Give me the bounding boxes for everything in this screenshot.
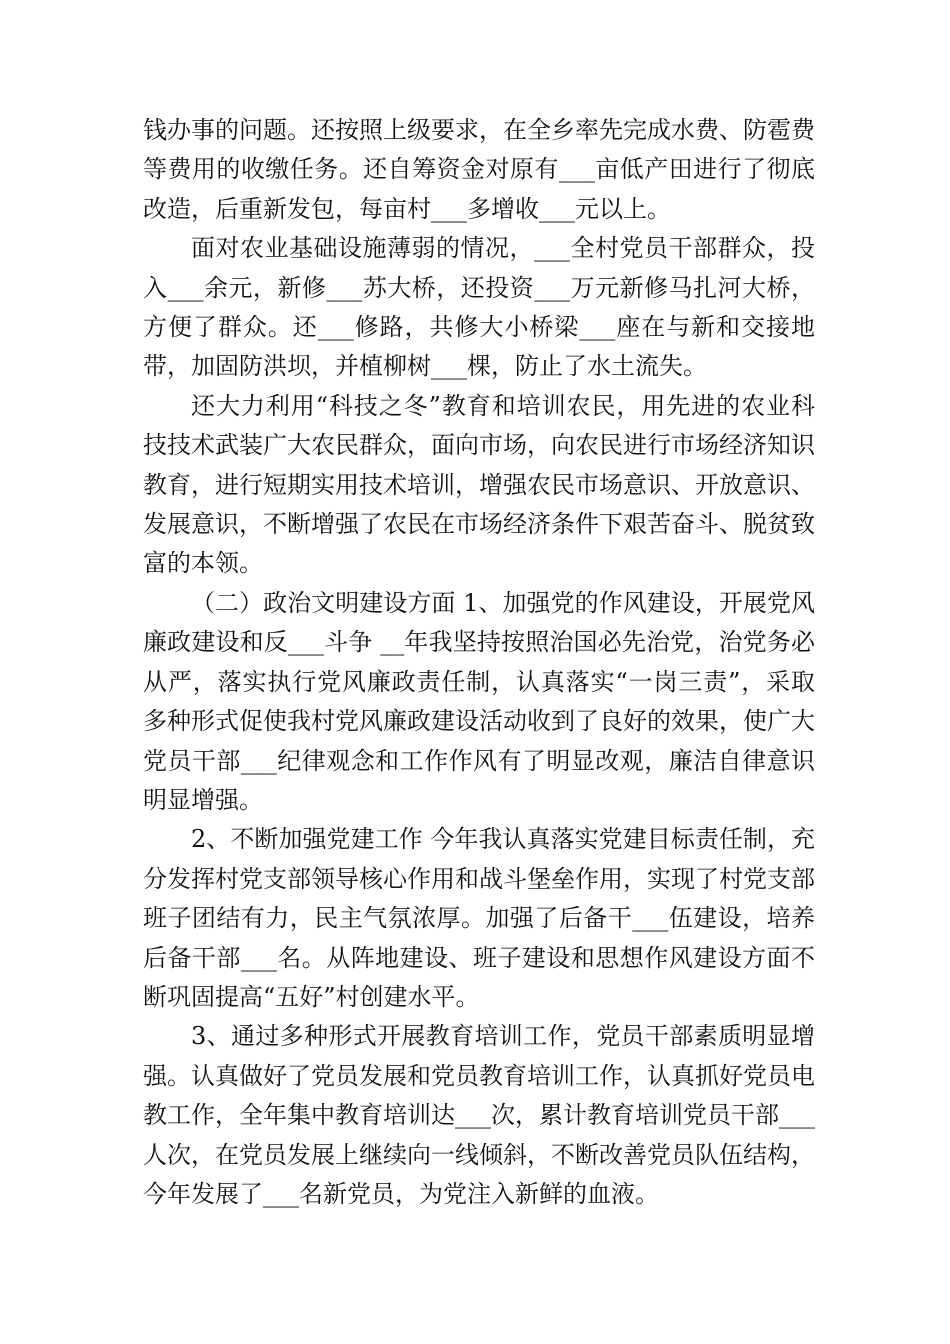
paragraph-4: （二）政治文明建设方面 1、加强党的作风建设，开展党风廉政建设和反___斗争 __年我坚持按照治国必先治党，治党务必从严，落实执行党风廉政责任制，认真落实“一岗三责”，采取多种形式促使我村党风廉政建设活动收到了良好的效果，使广大党员干部___纪律观念和工作作风有了明显改观，廉洁自律意识明显增强。 <box>143 588 815 814</box>
document-body <box>143 111 815 1214</box>
paragraph-2: 面对农业基础设施薄弱的情况，___全村党员干部群众，投入___余元，新修___苏大桥，还投资___万元新修马扎河大桥，方便了群众。还___修路，共修大小桥梁___座在与新和交接地带，加固防洪坝，并植柳树___棵，防止了水土流失。 <box>143 234 815 381</box>
paragraph-3: 还大力利用“科技之冬”教育和培训农民，用先进的农业科技技术武装广大农民群众，面向市场，向农民进行市场经济知识教育，进行短期实用技术培训，增强农民市场意识、开放意识、发展意识，不断增强了农民在市场经济条件下艰苦奋斗、脱贫致富的本领。 <box>143 391 815 578</box>
paragraph-5: 2、不断加强党建工作 今年我认真落实党建目标责任制，充分发挥村党支部领导核心作用和战斗堡垒作用，实现了村党支部班子团结有力，民主气氛浓厚。加强了后备干___伍建设，培养后备干部___名。从阵地建设、班子建设和思想作风建设方面不断巩固提高“五好”村创建水平。 <box>143 825 815 1011</box>
paragraph-1: 钱办事的问题。还按照上级要求，在全乡率先完成水费、防雹费等费用的收缴任务。还自筹资金对原有___亩低产田进行了彻底改造，后重新发包，每亩村___多增收___元以上。 <box>143 116 815 223</box>
paragraph-6: 3、通过多种形式开展教育培训工作，党员干部素质明显增强。认真做好了党员发展和党员教育培训工作，认真抓好党员电教工作，全年集中教育培训达___次，累计教育培训党员干部___人次，在党员发展上继续向一线倾斜，不断改善党员队伍结构，今年发展了___名新党员，为党注入新鲜的血液。 <box>143 1022 815 1208</box>
